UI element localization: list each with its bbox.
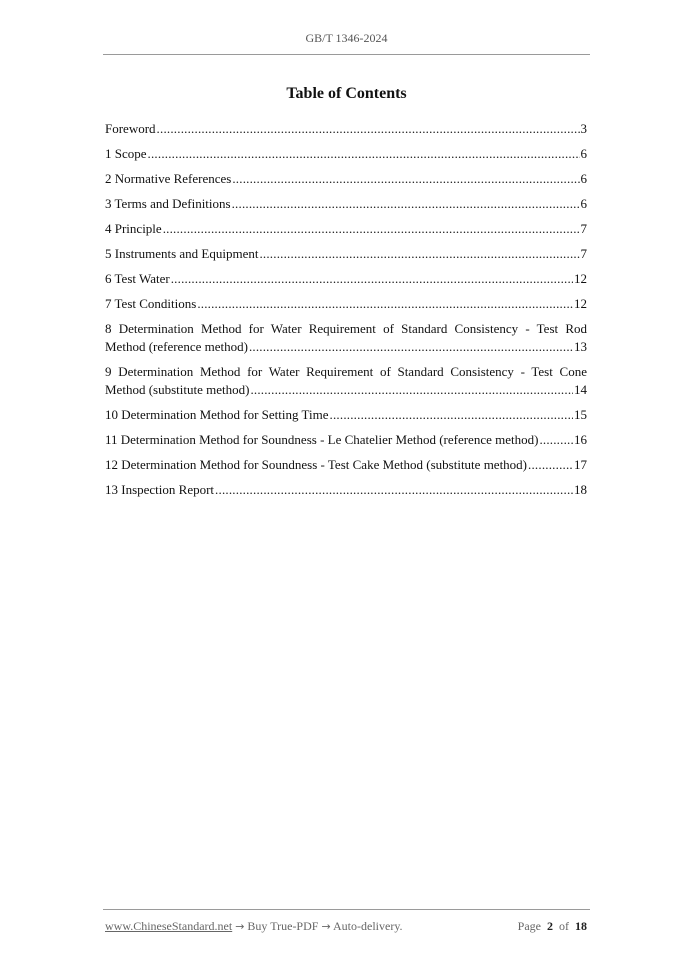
arrow-right-icon: → <box>235 920 245 933</box>
dot-leader <box>249 338 573 356</box>
arrow-right-icon: → <box>321 920 331 933</box>
total-pages: 18 <box>575 919 587 933</box>
dot-leader <box>215 481 573 499</box>
toc-entry-page: 7 <box>580 246 587 261</box>
toc-entry-test-conditions[interactable] <box>105 295 587 313</box>
toc-title: Table of Contents <box>286 85 407 102</box>
toc-entry-label: 6 Test Water <box>105 271 170 286</box>
toc-entry-test-water[interactable] <box>105 270 587 288</box>
toc-entry-page: 17 <box>574 457 587 472</box>
footer-links <box>105 919 403 934</box>
page-indicator <box>518 919 587 934</box>
dot-leader <box>259 245 579 263</box>
toc-entry-setting-time[interactable] <box>105 406 587 424</box>
toc-entry-page: 7 <box>580 221 587 236</box>
dot-leader <box>539 431 573 449</box>
toc-entry-test-cake[interactable] <box>105 456 587 474</box>
table-of-contents <box>105 120 587 506</box>
toc-entry-label-line1: 8 Determination Method for Water Requirement of Standard Consistency - Test Rod <box>105 321 587 336</box>
dot-leader <box>171 270 573 288</box>
toc-entry-label: 11 Determination Method for Soundness - Le Chatelier Method (reference method) <box>105 432 539 447</box>
toc-entry-le-chatelier[interactable] <box>105 431 587 449</box>
footer-divider <box>103 909 590 910</box>
header-divider <box>103 54 590 55</box>
toc-entry-foreword[interactable] <box>105 120 587 138</box>
toc-entry-label: 3 Terms and Definitions <box>105 196 231 211</box>
dot-leader <box>232 170 579 188</box>
toc-entry-page: 6 <box>580 196 587 211</box>
toc-entry-label: 13 Inspection Report <box>105 482 215 497</box>
toc-entry-label: Method (reference method) <box>105 339 248 354</box>
toc-entry-page: 15 <box>574 407 587 422</box>
document-header: GB/T 1346-2024 <box>305 31 388 45</box>
toc-entry-page: 12 <box>574 271 587 286</box>
toc-entry-page: 6 <box>580 171 587 186</box>
toc-entry-label: 1 Scope <box>105 146 147 161</box>
page-footer <box>105 919 587 934</box>
toc-entry-normative-references[interactable] <box>105 170 587 188</box>
toc-entry-label: 2 Normative References <box>105 171 232 186</box>
toc-entry-page: 14 <box>574 382 587 397</box>
buy-pdf-text: Buy True-PDF <box>247 919 319 933</box>
page-word: Page <box>517 919 541 933</box>
auto-delivery-text: Auto-delivery. <box>333 919 403 933</box>
toc-entry-label: 5 Instruments and Equipment <box>105 246 259 261</box>
dot-leader <box>197 295 573 313</box>
toc-entry-test-cone-method[interactable] <box>105 363 587 399</box>
toc-entry-label: 7 Test Conditions <box>105 296 197 311</box>
dot-leader <box>330 406 573 424</box>
toc-entry-test-rod-method[interactable] <box>105 320 587 356</box>
of-word: of <box>559 919 569 933</box>
toc-entry-page: 3 <box>580 121 587 136</box>
dot-leader <box>157 120 580 138</box>
toc-entry-page: 6 <box>580 146 587 161</box>
toc-entry-inspection-report[interactable] <box>105 481 587 499</box>
current-page: 2 <box>547 919 553 933</box>
toc-entry-label: 4 Principle <box>105 221 162 236</box>
dot-leader <box>163 220 580 238</box>
toc-entry-label: Foreword <box>105 121 156 136</box>
toc-entry-label: 12 Determination Method for Soundness - Test Cake Method (substitute method) <box>105 457 528 472</box>
toc-entry-instruments[interactable] <box>105 245 587 263</box>
toc-entry-label-line1: 9 Determination Method for Water Requirement of Standard Consistency - Test Cone <box>105 364 587 379</box>
dot-leader <box>528 456 573 474</box>
toc-entry-label: 10 Determination Method for Setting Time <box>105 407 329 422</box>
dot-leader <box>148 145 580 163</box>
toc-entry-terms-definitions[interactable] <box>105 195 587 213</box>
dot-leader <box>232 195 580 213</box>
toc-entry-page: 12 <box>574 296 587 311</box>
toc-entry-page: 13 <box>574 339 587 354</box>
toc-entry-principle[interactable] <box>105 220 587 238</box>
toc-entry-label: Method (substitute method) <box>105 382 250 397</box>
toc-entry-page: 16 <box>574 432 587 447</box>
toc-entry-page: 18 <box>574 482 587 497</box>
toc-entry-scope[interactable] <box>105 145 587 163</box>
site-link[interactable]: www.ChineseStandard.net <box>105 919 233 933</box>
dot-leader <box>250 381 573 399</box>
